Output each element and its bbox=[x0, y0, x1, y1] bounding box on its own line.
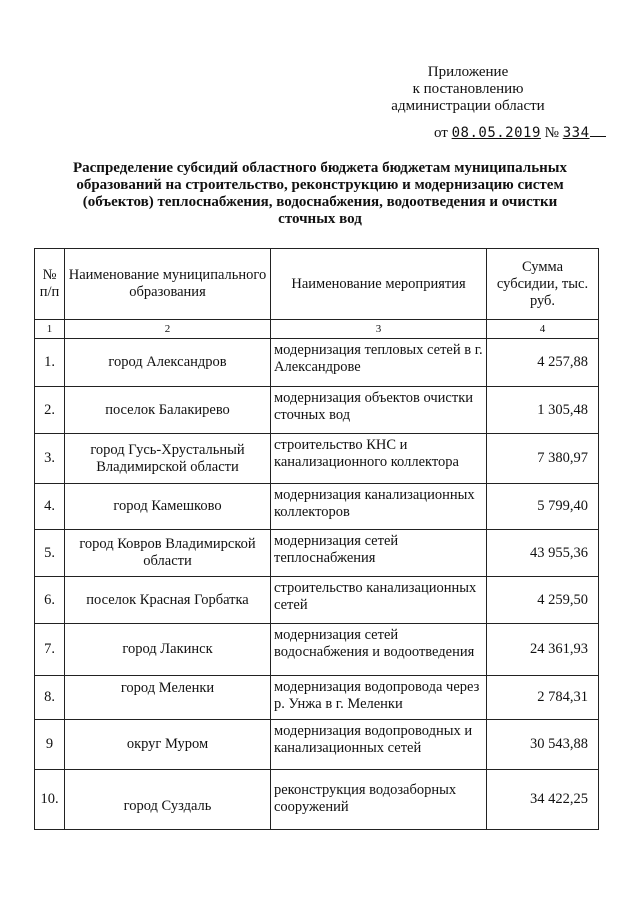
table-row bbox=[35, 434, 599, 484]
decree-date: 08.05.2019 bbox=[451, 125, 541, 141]
row-municipality: город Камешково bbox=[65, 484, 271, 530]
row-activity: модернизация тепловых сетей в г. Александрове bbox=[271, 339, 487, 387]
row-amount: 7 380,97 bbox=[487, 434, 599, 484]
appendix-block bbox=[368, 64, 568, 115]
row-amount: 2 784,31 bbox=[487, 676, 599, 720]
row-amount: 43 955,36 bbox=[487, 530, 599, 577]
document-title: Распределение субсидий областного бюджета бюджетам муниципальных образований на строительство, реконструкцию и модернизацию систем (объектов) теплоснабжения, водоснабжения, водоотведения и очистки сточных вод bbox=[72, 160, 567, 227]
appendix-line-1: Приложение bbox=[427, 64, 509, 80]
row-municipality: город Суздаль bbox=[65, 770, 271, 830]
header-number: № п/п bbox=[35, 249, 65, 320]
header-activity: Наименование мероприятия bbox=[271, 249, 487, 320]
row-number: 6. bbox=[35, 577, 65, 624]
row-activity: модернизация сетей водоснабжения и водоотведения bbox=[271, 624, 487, 676]
row-amount: 30 543,88 bbox=[487, 720, 599, 770]
header-municipality: Наименование муниципального образования bbox=[65, 249, 271, 320]
table-row bbox=[35, 577, 599, 624]
row-municipality: город Ковров Владимирской области bbox=[65, 530, 271, 577]
row-activity: модернизация водопровода через р. Унжа в г. Меленки bbox=[271, 676, 487, 720]
row-activity: модернизация водопроводных и канализационных сетей bbox=[271, 720, 487, 770]
row-amount: 1 305,48 bbox=[487, 387, 599, 434]
subsidy-table bbox=[34, 248, 599, 830]
row-activity: модернизация канализационных коллекторов bbox=[271, 484, 487, 530]
table-row bbox=[35, 720, 599, 770]
column-number: 4 bbox=[487, 320, 599, 339]
row-municipality: город Гусь-Хрустальный Владимирской области bbox=[65, 434, 271, 484]
row-activity: строительство канализационных сетей bbox=[271, 577, 487, 624]
row-activity: модернизация сетей теплоснабжения bbox=[271, 530, 487, 577]
row-amount: 4 257,88 bbox=[487, 339, 599, 387]
row-activity: реконструкция водозаборных сооружений bbox=[271, 770, 487, 830]
column-number: 1 bbox=[35, 320, 65, 339]
header-amount: Сумма субсидии, тыс. руб. bbox=[487, 249, 599, 320]
row-municipality: город Меленки bbox=[65, 676, 271, 720]
row-number: 5. bbox=[35, 530, 65, 577]
table-row bbox=[35, 339, 599, 387]
column-number: 2 bbox=[65, 320, 271, 339]
row-municipality: поселок Красная Горбатка bbox=[65, 577, 271, 624]
row-number: 3. bbox=[35, 434, 65, 484]
row-municipality: город Александров bbox=[65, 339, 271, 387]
table-row bbox=[35, 624, 599, 676]
column-number: 3 bbox=[271, 320, 487, 339]
row-number: 7. bbox=[35, 624, 65, 676]
appendix-line-2: к постановлению bbox=[412, 81, 524, 97]
table-row bbox=[35, 484, 599, 530]
table-header-row bbox=[35, 249, 599, 320]
row-number: 1. bbox=[35, 339, 65, 387]
number-sign: № bbox=[544, 125, 559, 141]
row-number: 9 bbox=[35, 720, 65, 770]
row-municipality: город Лакинск bbox=[65, 624, 271, 676]
number-underline bbox=[590, 124, 606, 137]
table-row bbox=[35, 387, 599, 434]
table-row bbox=[35, 676, 599, 720]
row-amount: 5 799,40 bbox=[487, 484, 599, 530]
row-number: 10. bbox=[35, 770, 65, 830]
row-municipality: поселок Балакирево bbox=[65, 387, 271, 434]
table-row bbox=[35, 530, 599, 577]
row-amount: 4 259,50 bbox=[487, 577, 599, 624]
row-municipality: округ Муром bbox=[65, 720, 271, 770]
decree-date-number bbox=[434, 124, 606, 142]
row-number: 2. bbox=[35, 387, 65, 434]
row-amount: 24 361,93 bbox=[487, 624, 599, 676]
row-number: 8. bbox=[35, 676, 65, 720]
decree-number: 334 bbox=[562, 125, 590, 141]
row-number: 4. bbox=[35, 484, 65, 530]
row-activity: модернизация объектов очистки сточных вод bbox=[271, 387, 487, 434]
row-activity: строительство КНС и канализационного коллектора bbox=[271, 434, 487, 484]
date-prefix: от bbox=[434, 125, 448, 141]
appendix-line-3: администрации области bbox=[391, 98, 545, 114]
row-amount: 34 422,25 bbox=[487, 770, 599, 830]
column-number-row bbox=[35, 320, 599, 339]
table-row bbox=[35, 770, 599, 830]
